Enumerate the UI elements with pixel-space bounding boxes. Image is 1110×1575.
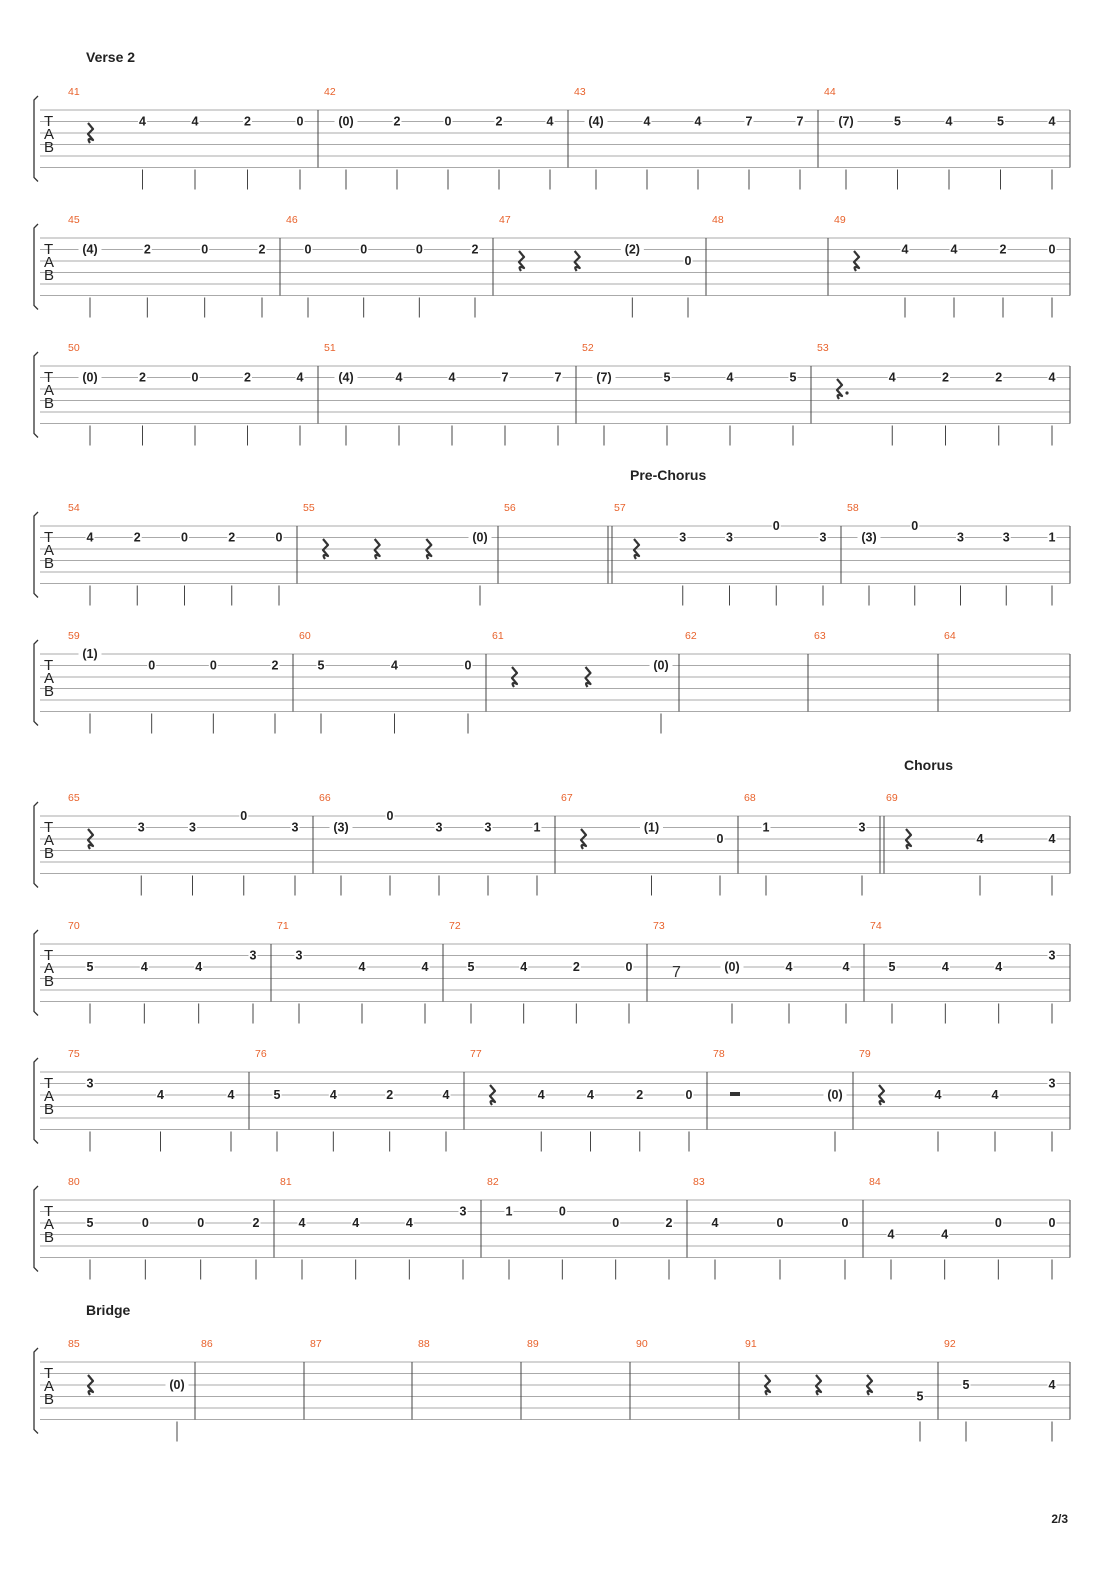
system-bracket [34, 1058, 38, 1144]
tab-clef-letter: B [44, 1391, 55, 1408]
measure-number: 62 [685, 630, 697, 642]
fret-number: 0 [386, 809, 394, 823]
fret-number: 0 [684, 254, 692, 268]
fret-number: 0 [841, 1216, 849, 1230]
fret-number: 2 [393, 114, 401, 129]
fret-number: 2 [228, 530, 236, 545]
fret-number: (1) [643, 820, 660, 835]
fret-number: 4 [86, 530, 94, 545]
tab-clef-letter: T [44, 1203, 54, 1220]
half-rest [730, 1092, 740, 1096]
fret-number: 4 [901, 242, 909, 257]
measure-number: 43 [574, 86, 586, 98]
fret-number: 0 [776, 1216, 784, 1230]
fret-number: 5 [894, 114, 901, 129]
system-bracket [34, 640, 38, 726]
fret-number: 0 [716, 832, 724, 846]
tab-clef-letter: T [44, 819, 54, 836]
fret-number: 0 [415, 242, 423, 257]
measure-number: 74 [870, 920, 882, 932]
tab-clef-letter: B [44, 139, 55, 156]
fret-number: 4 [405, 1216, 413, 1230]
fret-number: 4 [976, 832, 984, 846]
tab-clef-letter: B [44, 683, 55, 700]
fret-number: 4 [520, 960, 528, 974]
fret-number: 4 [546, 114, 554, 129]
measure-number: 45 [68, 214, 80, 226]
fret-number: 0 [201, 242, 209, 257]
tab-clef-letter: A [44, 1216, 55, 1233]
tab-system [34, 1338, 1070, 1442]
measure-number: 68 [744, 792, 756, 804]
fret-number: 3 [435, 820, 443, 835]
measure-number: 86 [201, 1338, 213, 1350]
fret-number: 7 [554, 370, 562, 385]
measure-number: 59 [68, 630, 80, 642]
fret-number: (1) [82, 647, 98, 661]
fret-number: (0) [169, 1378, 185, 1392]
fret-number: 3 [1048, 1076, 1056, 1091]
measure-number: 48 [712, 214, 724, 226]
tab-system [34, 214, 1070, 318]
fret-number: 3 [957, 530, 964, 545]
fret-number: 0 [240, 809, 248, 823]
fret-number: 2 [572, 960, 580, 974]
tab-clef-letter: T [44, 1365, 54, 1382]
fret-number: 3 [249, 948, 257, 963]
measure-number: 92 [944, 1338, 956, 1350]
fret-number: 0 [191, 370, 199, 385]
fret-number: 4 [950, 242, 958, 257]
tab-clef-letter: B [44, 395, 55, 412]
measure-number: 81 [280, 1176, 292, 1188]
fret-number: 4 [391, 658, 398, 673]
fret-number: 0 [625, 960, 633, 974]
fret-number: 4 [934, 1088, 942, 1102]
tab-clef-letter: T [44, 947, 54, 964]
measure-number: 54 [68, 502, 80, 514]
fret-number: 7 [745, 114, 753, 129]
fret-number: (0) [338, 114, 354, 129]
measure-number: 57 [614, 502, 626, 514]
section-label: Verse 2 [86, 49, 136, 65]
fret-number: 4 [888, 370, 896, 385]
measure-number: 41 [68, 86, 80, 98]
fret-number: 3 [295, 948, 303, 963]
fret-number: 4 [945, 114, 953, 129]
tab-clef-letter: B [44, 1229, 55, 1246]
measure-number: 88 [418, 1338, 430, 1350]
fret-number: 4 [842, 960, 850, 974]
fret-number: 4 [442, 1088, 450, 1102]
fret-number: 4 [887, 1227, 895, 1242]
fret-number: 3 [459, 1204, 467, 1219]
fret-number: 3 [291, 820, 299, 835]
eighth-rest: 7 [672, 963, 681, 981]
measure-number: 91 [745, 1338, 757, 1350]
fret-number: 4 [157, 1088, 164, 1102]
fret-number: 5 [317, 658, 325, 673]
tab-clef-letter: T [44, 369, 54, 386]
fret-number: 2 [999, 242, 1007, 257]
fret-number: (4) [338, 370, 354, 385]
fret-number: 0 [612, 1216, 620, 1230]
tab-clef-letter: A [44, 254, 55, 271]
fret-number: 2 [495, 114, 503, 129]
measure-number: 52 [582, 342, 594, 354]
tab-clef-letter: A [44, 832, 55, 849]
measure-number: 61 [492, 630, 504, 642]
fret-number: 0 [464, 658, 472, 673]
fret-number: 0 [148, 658, 156, 673]
fret-number: 5 [86, 960, 94, 974]
fret-number: 3 [726, 530, 733, 545]
fret-number: 2 [271, 658, 279, 673]
fret-number: 2 [471, 242, 479, 257]
fret-number: 4 [329, 1088, 337, 1102]
section-label: Bridge [86, 1302, 131, 1318]
measure-number: 75 [68, 1048, 80, 1060]
fret-number: (4) [588, 114, 604, 129]
measure-number: 73 [653, 920, 665, 932]
tab-clef-letter: A [44, 1088, 55, 1105]
fret-number: 4 [711, 1216, 719, 1230]
fret-number: 3 [819, 530, 827, 545]
tab-system [34, 86, 1070, 190]
fret-number: 0 [911, 519, 919, 533]
fret-number: 0 [1048, 242, 1056, 257]
fret-number: 2 [665, 1216, 673, 1230]
fret-number: (2) [624, 242, 640, 257]
section-label: Pre-Chorus [630, 467, 707, 483]
measure-number: 78 [713, 1048, 725, 1060]
measure-number: 82 [487, 1176, 499, 1188]
fret-number: (3) [861, 530, 877, 545]
fret-number: 4 [1048, 370, 1056, 385]
fret-number: 0 [141, 1216, 149, 1230]
fret-number: 0 [444, 114, 452, 129]
fret-number: 0 [304, 242, 312, 257]
fret-number: 0 [197, 1216, 205, 1230]
fret-number: 5 [997, 114, 1004, 129]
fret-number: 4 [358, 960, 366, 974]
measure-number: 83 [693, 1176, 705, 1188]
tab-system [34, 1176, 1070, 1280]
tab-clef-letter: B [44, 1101, 55, 1118]
measure-number: 44 [824, 86, 836, 98]
system-bracket [34, 930, 38, 1016]
fret-number: 2 [386, 1088, 394, 1102]
measure-number: 66 [319, 792, 331, 804]
fret-number: 4 [587, 1088, 594, 1102]
system-bracket [34, 1348, 38, 1434]
fret-number: (7) [596, 370, 612, 385]
system-bracket [34, 512, 38, 598]
fret-number: 4 [227, 1088, 235, 1102]
fret-number: 5 [663, 370, 671, 385]
fret-number: 2 [143, 242, 151, 257]
measure-number: 60 [299, 630, 311, 642]
fret-number: 4 [941, 960, 949, 974]
fret-number: 5 [86, 1216, 94, 1230]
fret-number: 0 [994, 1216, 1002, 1230]
tab-clef-letter: A [44, 126, 55, 143]
measure-number: 79 [859, 1048, 871, 1060]
fret-number: 3 [86, 1076, 94, 1091]
fret-number: 2 [244, 114, 251, 129]
measure-number: 46 [286, 214, 298, 226]
measure-number: 70 [68, 920, 80, 932]
tab-clef-letter: A [44, 1378, 55, 1395]
tab-system [34, 792, 1070, 896]
fret-number: 1 [505, 1204, 513, 1219]
fret-number: (0) [827, 1088, 843, 1102]
fret-number: 4 [140, 960, 148, 974]
measure-number: 72 [449, 920, 461, 932]
measure-number: 67 [561, 792, 573, 804]
tab-clef-letter: B [44, 555, 55, 572]
measure-number: 76 [255, 1048, 267, 1060]
fret-number: 5 [916, 1389, 924, 1404]
fret-number: 3 [679, 530, 687, 545]
fret-number: 4 [448, 370, 456, 385]
measure-number: 58 [847, 502, 859, 514]
tab-system [34, 502, 1070, 606]
fret-number: 3 [189, 820, 196, 835]
fret-number: 2 [636, 1088, 644, 1102]
fret-number: 4 [1048, 832, 1056, 846]
fret-number: 3 [1048, 948, 1056, 963]
fret-number: (7) [838, 114, 854, 129]
fret-number: 7 [501, 370, 509, 385]
fret-number: 1 [533, 820, 541, 835]
fret-number: 1 [762, 820, 770, 835]
system-bracket [34, 224, 38, 310]
measure-number: 65 [68, 792, 80, 804]
fret-number: 5 [888, 960, 896, 974]
fret-number: 4 [395, 370, 403, 385]
tab-clef-letter: B [44, 267, 55, 284]
measure-number: 89 [527, 1338, 539, 1350]
measure-number: 49 [834, 214, 846, 226]
fret-number: 4 [726, 370, 734, 385]
fret-number: 4 [785, 960, 793, 974]
measure-number: 71 [277, 920, 289, 932]
fret-number: (4) [82, 242, 98, 257]
fret-number: 0 [772, 519, 780, 533]
tab-clef-letter: T [44, 657, 54, 674]
fret-number: 4 [352, 1216, 360, 1230]
fret-number: 0 [685, 1088, 693, 1102]
fret-number: 4 [1048, 1378, 1056, 1392]
fret-number: 1 [1048, 530, 1056, 545]
tab-clef-letter: A [44, 670, 55, 687]
fret-number: 3 [1002, 530, 1010, 545]
measure-number: 55 [303, 502, 315, 514]
fret-number: 2 [139, 370, 146, 385]
fret-number: 4 [139, 114, 146, 129]
fret-number: (0) [653, 658, 669, 673]
tab-clef-letter: T [44, 1075, 54, 1092]
fret-number: 2 [133, 530, 141, 545]
fret-number: 5 [467, 960, 475, 974]
fret-number: 0 [558, 1204, 566, 1219]
measure-number: 47 [499, 214, 511, 226]
measure-number: 85 [68, 1338, 80, 1350]
fret-number: 2 [252, 1216, 260, 1230]
fret-number: 5 [273, 1088, 281, 1102]
tab-clef-letter: A [44, 960, 55, 977]
fret-number: 4 [421, 960, 429, 974]
fret-number: 0 [275, 530, 283, 545]
fret-number: 2 [258, 242, 266, 257]
measure-number: 50 [68, 342, 80, 354]
measure-number: 56 [504, 502, 516, 514]
tab-system [34, 630, 1070, 734]
fret-number: 4 [191, 114, 199, 129]
fret-number: 3 [484, 820, 492, 835]
fret-number: 2 [244, 370, 251, 385]
fret-number: 4 [298, 1216, 306, 1230]
fret-number: 0 [360, 242, 368, 257]
tab-system [34, 342, 1070, 446]
fret-number: 0 [1048, 1216, 1056, 1230]
measure-number: 77 [470, 1048, 482, 1060]
measure-number: 87 [310, 1338, 322, 1350]
system-bracket [34, 802, 38, 888]
fret-number: 0 [209, 658, 217, 673]
section-label: Chorus [904, 757, 953, 773]
system-bracket [34, 96, 38, 182]
fret-number: 3 [137, 820, 145, 835]
fret-number: (0) [724, 960, 740, 974]
fret-number: 0 [181, 530, 188, 545]
fret-number: 2 [995, 370, 1003, 385]
fret-number: (0) [472, 530, 488, 545]
fret-number: 5 [962, 1378, 970, 1392]
fret-number: 4 [694, 114, 702, 129]
fret-number: 4 [1048, 114, 1056, 129]
measure-number: 80 [68, 1176, 80, 1188]
measure-number: 63 [814, 630, 826, 642]
fret-number: 0 [296, 114, 304, 129]
fret-number: 4 [941, 1227, 949, 1242]
measure-number: 42 [324, 86, 336, 98]
fret-number: (3) [333, 820, 349, 835]
fret-number: 4 [537, 1088, 545, 1102]
fret-number: 4 [991, 1088, 999, 1102]
measure-number: 90 [636, 1338, 648, 1350]
fret-number: 2 [942, 370, 949, 385]
measure-number: 51 [324, 342, 336, 354]
tab-clef-letter: T [44, 529, 54, 546]
tab-clef-letter: A [44, 542, 55, 559]
rest-dot [845, 391, 848, 394]
tab-clef-letter: T [44, 113, 54, 130]
fret-number: 4 [195, 960, 203, 974]
fret-number: 4 [296, 370, 304, 385]
tab-clef-letter: B [44, 973, 55, 990]
page-number: 2/3 [1051, 1512, 1068, 1526]
tab-system [34, 920, 1070, 1024]
tab-clef-letter: T [44, 241, 54, 258]
system-bracket [34, 1186, 38, 1272]
tab-clef-letter: B [44, 845, 55, 862]
fret-number: (0) [82, 370, 98, 385]
fret-number: 4 [643, 114, 651, 129]
fret-number: 3 [858, 820, 866, 835]
fret-number: 5 [789, 370, 797, 385]
fret-number: 4 [995, 960, 1003, 974]
measure-number: 53 [817, 342, 829, 354]
measure-number: 64 [944, 630, 956, 642]
tab-clef-letter: A [44, 382, 55, 399]
tab-system [34, 1048, 1070, 1152]
fret-number: 7 [796, 114, 804, 129]
measure-number: 84 [869, 1176, 881, 1188]
system-bracket [34, 352, 38, 438]
measure-number: 69 [886, 792, 898, 804]
